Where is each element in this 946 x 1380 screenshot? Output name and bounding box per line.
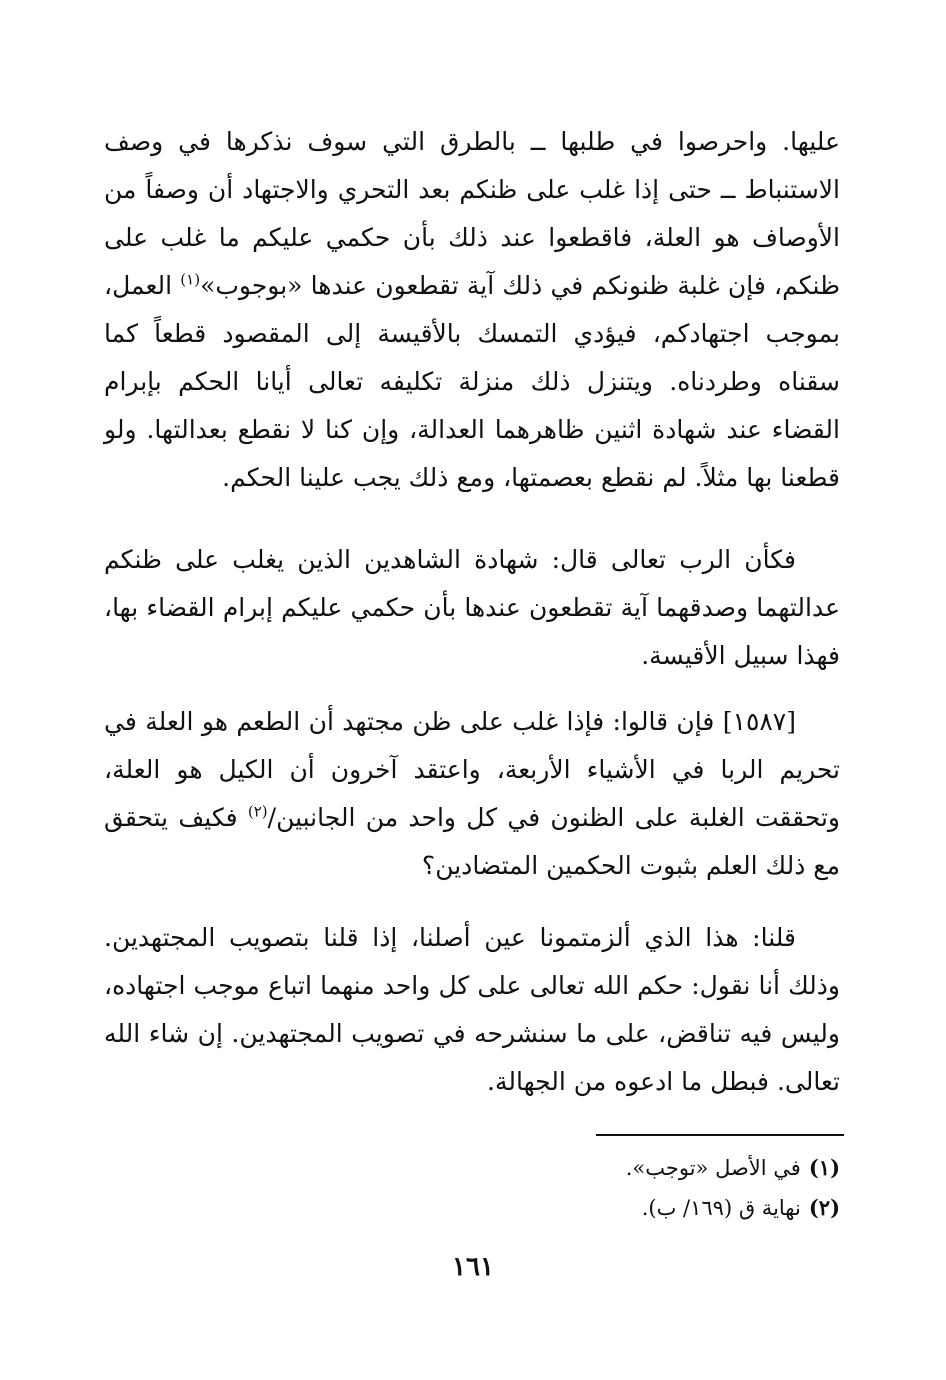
footnote-text: نهاية ق (١٦٩/ ب). <box>641 1196 801 1220</box>
paragraph-3-text: [١٥٨٧] فإن قالوا: فإذا غلب على ظن مجتهد أن الطعم هو العلة في تحريم الربا في الأشياء الأربعة، واعتقد آخرون أن الكيل هو العلة، وتحققت الغلبة على الظنون في كل واحد من الجانبين/ <box>104 707 840 832</box>
footnote-ref-1[interactable]: (١) <box>180 270 201 289</box>
paragraph-1-text-rest: العمل، بموجب اجتهادكم، فيؤدي التمسك بالأقيسة إلى المقصود قطعاً كما سقناه وطردناه. ويتنزل ذلك منزلة تكليفه تعالى أيانا الحكم بإبرام القضاء عند شهادة اثنين ظاهرهما العدالة، وإن كنا لا نقطع بعدالتها. ولو قطعنا بها مثلاً. لم نقطع بعصمتها، ومع ذلك يجب علينا الحكم. <box>104 271 840 492</box>
footnote-item <box>104 1148 840 1188</box>
page-number: ١٦١ <box>452 1252 494 1282</box>
paragraph-1-text: عليها. واحرصوا في طلبها ــ بالطرق التي سوف نذكرها في وصف الاستنباط ــ حتى إذا غلب على ظنكم بعد التحري والاجتهاد أن وصفاً من الأوصاف هو العلة، فاقطعوا عند ذلك بأن حكمي عليكم ما غلب على ظنكم، فإن غلبة ظنونكم في ذلك آية تقطعون عندها «بوجوب» <box>104 127 840 300</box>
footnote-number: (١) <box>808 1155 840 1180</box>
footnote-ref-2[interactable]: (٢) <box>247 802 268 821</box>
footnote-number: (٢) <box>808 1195 840 1220</box>
footnote-text: في الأصل «توجب». <box>625 1156 801 1180</box>
footnote-item <box>104 1188 840 1228</box>
footnotes <box>104 1148 840 1228</box>
paragraph-4-text: قلنا: هذا الذي ألزمتمونا عين أصلنا، إذا قلنا بتصويب المجتهدين. وذلك أنا نقول: حكم الله تعالى على كل واحد منهما اتباع موجب اجتهاده، وليس فيه تناقض، على ما سنشرحه في تصويب المجتهدين. إن شاء الله تعالى. فبطل ما ادعوه من الجهالة. <box>104 923 840 1096</box>
body-paragraph-2 <box>104 536 840 680</box>
paragraph-2-text: فكأن الرب تعالى قال: شهادة الشاهدين الذين يغلب على ظنكم عدالتهما وصدقهما آية تقطعون عندها بأن حكمي عليكم إبرام القضاء بها، فهذا سبيل الأقيسة. <box>104 545 840 670</box>
body-paragraph-4 <box>104 914 840 1106</box>
footnote-divider <box>596 1134 844 1136</box>
body-paragraph-1 <box>104 118 840 502</box>
body-paragraph-3 <box>104 698 840 890</box>
paragraph-3-text-rest: فكيف يتحقق مع ذلك العلم بثبوت الحكمين المتضادين؟ <box>104 803 840 880</box>
